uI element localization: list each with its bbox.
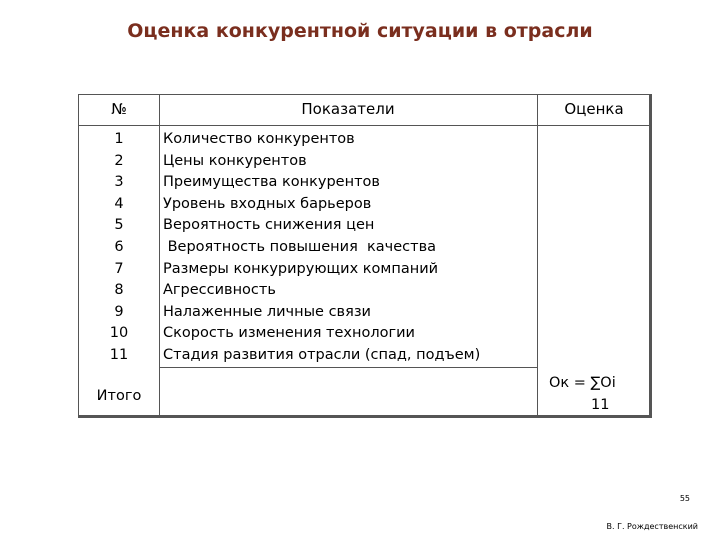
- indicator-item: Стадия развития отрасли (спад, подъем): [163, 346, 481, 363]
- indicator-item: Налаженные личные связи: [163, 303, 371, 320]
- row-number: 4: [114, 195, 124, 212]
- header-indicators: Показатели: [301, 100, 395, 118]
- indicator-item: Размеры конкурирующих компаний: [163, 260, 439, 277]
- row-number: 2: [114, 152, 124, 169]
- indicator-item: Агрессивность: [163, 282, 276, 299]
- indicator-item: Уровень входных барьеров: [163, 195, 372, 212]
- row-number: 10: [109, 325, 129, 342]
- indicator-item: Количество конкурентов: [163, 131, 355, 147]
- header-score: Оценка: [564, 100, 624, 118]
- formula-line1: Ок = ∑Оi: [549, 375, 616, 391]
- author-credit: В. Г. Рождественский: [606, 522, 698, 531]
- header-divider: [79, 125, 649, 126]
- indicator-item: Вероятность повышения качества: [163, 238, 437, 255]
- row-number: 9: [114, 303, 124, 320]
- row-number: 11: [109, 346, 129, 363]
- header-number: №: [111, 100, 127, 118]
- indicator-item: Преимущества конкурентов: [163, 174, 380, 191]
- indicator-item: Цены конкурентов: [163, 152, 307, 169]
- total-formula: [539, 373, 651, 416]
- row-number: 1: [114, 131, 124, 147]
- formula-line2: 11: [591, 396, 610, 413]
- page-title: Оценка конкурентной ситуации в отрасли: [127, 20, 593, 42]
- total-label: Итого: [96, 388, 142, 404]
- page-number: 55: [679, 494, 690, 503]
- total-divider: [159, 367, 537, 368]
- row-number: 5: [114, 217, 124, 234]
- row-number: 7: [114, 260, 124, 277]
- row-numbers: [79, 129, 159, 367]
- row-number: 3: [114, 174, 124, 191]
- indicator-item: Вероятность снижения цен: [163, 217, 375, 234]
- indicator-list: [163, 129, 543, 367]
- row-number: 6: [114, 238, 124, 255]
- row-number: 8: [114, 282, 124, 299]
- indicators-table: [78, 94, 652, 418]
- indicator-item: Скорость изменения технологии: [163, 325, 415, 342]
